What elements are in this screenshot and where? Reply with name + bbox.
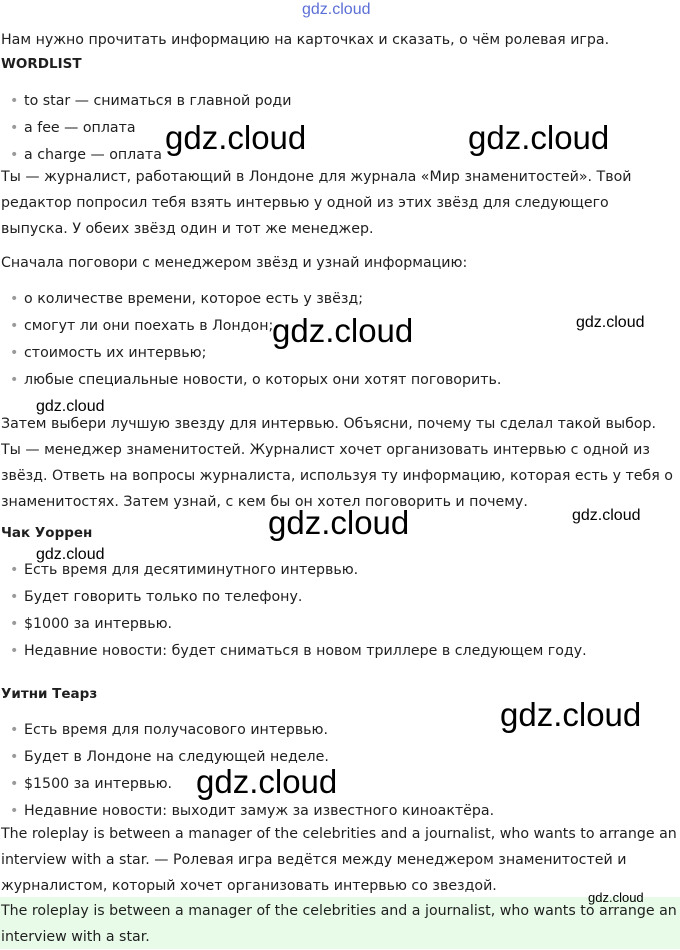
- watermark-logo: gdz.cloud: [468, 119, 610, 156]
- answer-text: The roleplay is between a manager of the celebrities and a journalist, who wants to arrange an interview with a star. — Ролевая игра ведётся между менеджером знаменитостей и журналистом, который хочет организовать интервью со звездой.: [1, 826, 677, 894]
- watermark-logo: gdz.cloud: [572, 507, 641, 524]
- watermark-logo: gdz.cloud: [500, 696, 642, 733]
- star1-list: [0, 557, 587, 665]
- manager-task: Ты — менеджер знаменитостей. Журналист хочет организовать интервью с одной из звёзд. Ответь на вопросы журналиста, используя ту информацию, которая есть у тебя о знаменитостях. Затем узнай, с кем бы он хотел поговорить и почему.: [1, 442, 673, 510]
- list-item: • $1500 за интервью.: [0, 771, 494, 798]
- watermark-logo: gdz.cloud: [576, 314, 645, 331]
- site-watermark-top: gdz.cloud: [302, 1, 371, 18]
- watermark-logo: gdz.cloud: [165, 119, 307, 156]
- list-item: • Будет в Лондоне на следующей неделе.: [0, 744, 494, 771]
- watermark-logo: gdz.cloud: [36, 546, 105, 563]
- ask-list: [0, 286, 501, 394]
- watermark-logo: gdz.cloud: [272, 312, 414, 349]
- list-item: • любые специальные новости, о которых они хотят поговорить.: [0, 367, 501, 394]
- watermark-logo: gdz.cloud: [36, 398, 105, 415]
- intro-text: Нам нужно прочитать информацию на карточках и сказать, о чём ролевая игра.: [1, 32, 610, 48]
- watermark-logo: gdz.cloud: [196, 763, 338, 800]
- wordlist-heading: WORDLIST: [1, 56, 82, 72]
- list-item: • о количестве времени, которое есть у звёзд;: [0, 286, 501, 313]
- list-item: • стоимость их интервью;: [0, 340, 501, 367]
- watermark-logo: gdz.cloud: [588, 890, 644, 905]
- answer-highlighted-text: The roleplay is between a manager of the celebrities and a journalist, who wants to arrange an interview with a star.: [1, 903, 677, 945]
- list-item: • to star — сниматься в главной роди: [0, 88, 291, 115]
- list-item: • a charge — оплата: [0, 142, 291, 169]
- first-ask-text: Сначала поговори с менеджером звёзд и узнай информацию:: [1, 255, 468, 271]
- star1-name: Чак Уоррен: [1, 525, 93, 541]
- list-item: • Есть время для десятиминутного интервью.: [0, 557, 587, 584]
- journalist-task: Ты — журналист, работающий в Лондоне для журнала «Мир знаменитостей». Твой редактор попросил тебя взять интервью у одной из этих звёзд для следующего выпуска. У обеих звёзд один и тот же менеджер.: [1, 169, 632, 237]
- list-item: • смогут ли они поехать в Лондон;: [0, 313, 501, 340]
- list-item: • Недавние новости: будет сниматься в новом триллере в следующем году.: [0, 638, 587, 665]
- list-item: • Недавние новости: выходит замуж за известного киноактёра.: [0, 798, 494, 825]
- star2-name: Уитни Теарз: [1, 686, 98, 702]
- list-item: • $1000 за интервью.: [0, 611, 587, 638]
- list-item: • a fee — оплата: [0, 115, 291, 142]
- list-item: • Будет говорить только по телефону.: [0, 584, 587, 611]
- watermark-logo: gdz.cloud: [268, 504, 410, 541]
- choose-text: Затем выбери лучшую звезду для интервью. Объясни, почему ты сделал такой выбор.: [1, 416, 657, 432]
- list-item: • Есть время для получасового интервью.: [0, 717, 494, 744]
